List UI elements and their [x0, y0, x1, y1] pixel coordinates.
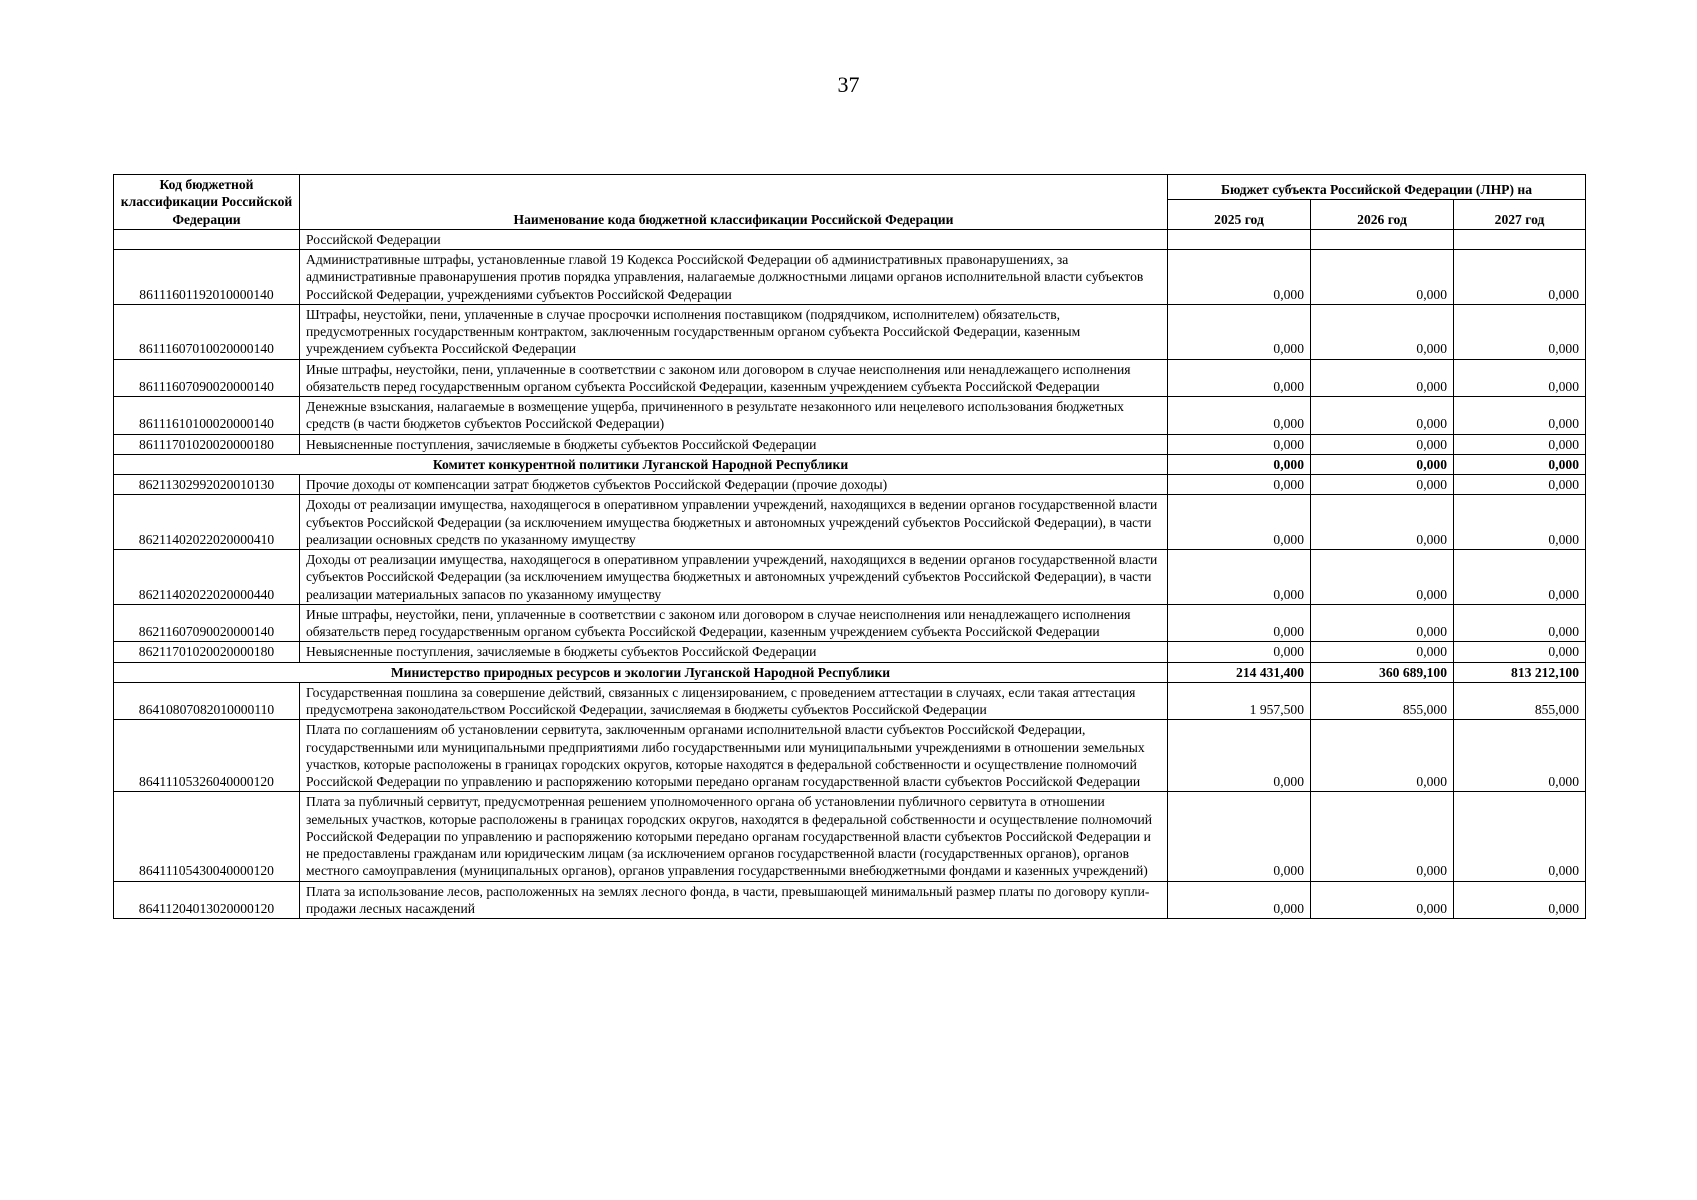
budget-code: [114, 229, 300, 249]
value-2027: 0,000: [1454, 304, 1586, 359]
value-2027: 0,000: [1454, 434, 1586, 454]
value-2025: 0,000: [1168, 604, 1311, 642]
value-2027: [1454, 229, 1586, 249]
code-description: Плата за публичный сервитут, предусмотренная решением уполномоченного органа об установлении публичного сервитута в отношении земельных участков, которые расположены в границах городских округов, находятся в федеральной собственности и осуществление полномочий Российской Федерации по управлению и распоряжению которыми передано органам государственной власти субъектов Российской Федерации и не предоставлены гражданам или юридическим лицам (за исключением органов государственной власти (государственных органов), органов местного самоуправления (муниципальных органов), органов управления государственными внебюджетными фондами и казенных учреждений): [300, 792, 1168, 881]
value-2026: [1311, 229, 1454, 249]
value-2027: 0,000: [1454, 550, 1586, 605]
header-code: Код бюджетной классификации Российской Федерации: [114, 175, 300, 230]
code-description: Административные штрафы, установленные главой 19 Кодекса Российской Федерации об административных правонарушениях, за административные правонарушения против порядка управления, налагаемые должностными лицами органов исполнительной власти субъектов Российской Федерации, учреждениями субъектов Российской Федерации: [300, 250, 1168, 305]
section-row: [114, 454, 1586, 474]
table-row: [114, 304, 1586, 359]
table-row: [114, 475, 1586, 495]
value-2025: 0,000: [1168, 304, 1311, 359]
table-row: [114, 229, 1586, 249]
value-2027: 0,000: [1454, 475, 1586, 495]
table-row: [114, 642, 1586, 662]
budget-code: 86111610100020000140: [114, 397, 300, 435]
code-description: Невыясненные поступления, зачисляемые в бюджеты субъектов Российской Федерации: [300, 642, 1168, 662]
budget-code: 86111607090020000140: [114, 359, 300, 397]
budget-code: 86111701020020000180: [114, 434, 300, 454]
budget-table: [113, 174, 1586, 919]
value-2025: 0,000: [1168, 792, 1311, 881]
value-2027: 0,000: [1454, 604, 1586, 642]
budget-code: 86111607010020000140: [114, 304, 300, 359]
value-2025: 0,000: [1168, 550, 1311, 605]
value-2026: 0,000: [1311, 397, 1454, 435]
value-2025: 0,000: [1168, 454, 1311, 474]
section-title: Министерство природных ресурсов и экологии Луганской Народной Республики: [114, 662, 1168, 682]
header-name: Наименование кода бюджетной классификации Российской Федерации: [300, 175, 1168, 230]
code-description: Прочие доходы от компенсации затрат бюджетов субъектов Российской Федерации (прочие доходы): [300, 475, 1168, 495]
value-2025: 0,000: [1168, 642, 1311, 662]
value-2026: 360 689,100: [1311, 662, 1454, 682]
code-description: Доходы от реализации имущества, находящегося в оперативном управлении учреждений, находящихся в ведении органов государственной власти субъектов Российской Федерации (за исключением имущества бюджетных и автономных учреждений субъектов Российской Федерации), в части реализации основных средств по указанному имуществу: [300, 495, 1168, 550]
value-2027: 0,000: [1454, 397, 1586, 435]
value-2027: 0,000: [1454, 720, 1586, 792]
value-2027: 0,000: [1454, 454, 1586, 474]
table-row: [114, 604, 1586, 642]
table-row: [114, 434, 1586, 454]
code-description: Иные штрафы, неустойки, пени, уплаченные в соответствии с законом или договором в случае неисполнения или ненадлежащего исполнения обязательств перед государственным органом субъекта Российской Федерации, казенным учреждением субъекта Российской Федерации: [300, 359, 1168, 397]
value-2025: 0,000: [1168, 250, 1311, 305]
value-2026: 0,000: [1311, 304, 1454, 359]
budget-code: 86411105430040000120: [114, 792, 300, 881]
value-2027: 0,000: [1454, 792, 1586, 881]
header-year-2027: 2027 год: [1454, 199, 1586, 229]
value-2027: 0,000: [1454, 642, 1586, 662]
value-2026: 0,000: [1311, 250, 1454, 305]
value-2027: 855,000: [1454, 682, 1586, 720]
header-year-2025: 2025 год: [1168, 199, 1311, 229]
budget-code: 86211302992020010130: [114, 475, 300, 495]
value-2026: 855,000: [1311, 682, 1454, 720]
value-2026: 0,000: [1311, 792, 1454, 881]
value-2027: 0,000: [1454, 359, 1586, 397]
table-row: [114, 397, 1586, 435]
budget-code: 86111601192010000140: [114, 250, 300, 305]
value-2027: 0,000: [1454, 250, 1586, 305]
value-2026: 0,000: [1311, 454, 1454, 474]
header-row: [114, 175, 1586, 200]
table-row: [114, 720, 1586, 792]
code-description: Плата за использование лесов, расположенных на землях лесного фонда, в части, превышающей минимальный размер платы по договору купли-продажи лесных насаждений: [300, 881, 1168, 919]
value-2025: 0,000: [1168, 397, 1311, 435]
table-row: [114, 250, 1586, 305]
value-2026: 0,000: [1311, 642, 1454, 662]
table-row: [114, 550, 1586, 605]
value-2027: 813 212,100: [1454, 662, 1586, 682]
budget-code: 86411105326040000120: [114, 720, 300, 792]
value-2025: 0,000: [1168, 881, 1311, 919]
budget-code: 86211402022020000440: [114, 550, 300, 605]
value-2027: 0,000: [1454, 881, 1586, 919]
code-description: Государственная пошлина за совершение действий, связанных с лицензированием, с проведением аттестации в случаях, если такая аттестация предусмотрена законодательством Российской Федерации, зачисляемая в бюджеты субъектов Российской Федерации: [300, 682, 1168, 720]
code-description: Российской Федерации: [300, 229, 1168, 249]
value-2026: 0,000: [1311, 881, 1454, 919]
header-year-2026: 2026 год: [1311, 199, 1454, 229]
header-budget: Бюджет субъекта Российской Федерации (ЛНР) на: [1168, 175, 1586, 200]
section-row: [114, 662, 1586, 682]
value-2027: 0,000: [1454, 495, 1586, 550]
code-description: Плата по соглашениям об установлении сервитута, заключенным органами исполнительной власти субъектов Российской Федерации, государственными или муниципальными предприятиями либо государственными или муниципальными учреждениями в отношении земельных участков, которые расположены в границах городских округов, которые находятся в федеральной собственности и осуществление полномочий Российской Федерации по управлению и распоряжению которыми передано органам государственной власти субъектов Российской Федерации: [300, 720, 1168, 792]
code-description: Невыясненные поступления, зачисляемые в бюджеты субъектов Российской Федерации: [300, 434, 1168, 454]
value-2026: 0,000: [1311, 475, 1454, 495]
code-description: Денежные взыскания, налагаемые в возмещение ущерба, причиненного в результате незаконного или нецелевого использования бюджетных средств (в части бюджетов субъектов Российской Федерации): [300, 397, 1168, 435]
value-2026: 0,000: [1311, 434, 1454, 454]
budget-code: 86411204013020000120: [114, 881, 300, 919]
table-body: [114, 229, 1586, 918]
value-2025: 0,000: [1168, 475, 1311, 495]
value-2025: 0,000: [1168, 720, 1311, 792]
budget-code: 86211607090020000140: [114, 604, 300, 642]
page-number: 37: [837, 72, 860, 97]
code-description: Иные штрафы, неустойки, пени, уплаченные в соответствии с законом или договором в случае неисполнения или ненадлежащего исполнения обязательств перед государственным органом субъекта Российской Федерации, казенным учреждением субъекта Российской Федерации: [300, 604, 1168, 642]
table-row: [114, 881, 1586, 919]
section-title: Комитет конкурентной политики Луганской Народной Республики: [114, 454, 1168, 474]
value-2025: 0,000: [1168, 359, 1311, 397]
value-2025: [1168, 229, 1311, 249]
budget-code: 86211701020020000180: [114, 642, 300, 662]
value-2026: 0,000: [1311, 359, 1454, 397]
budget-code: 86211402022020000410: [114, 495, 300, 550]
value-2025: 0,000: [1168, 434, 1311, 454]
value-2026: 0,000: [1311, 604, 1454, 642]
table-row: [114, 495, 1586, 550]
table-row: [114, 792, 1586, 881]
code-description: Штрафы, неустойки, пени, уплаченные в случае просрочки исполнения поставщиком (подрядчиком, исполнителем) обязательств, предусмотренных государственным контрактом, заключенным государственным органом субъекта Российской Федерации, казенным учреждением субъекта Российской Федерации: [300, 304, 1168, 359]
value-2025: 214 431,400: [1168, 662, 1311, 682]
value-2025: 1 957,500: [1168, 682, 1311, 720]
table-row: [114, 682, 1586, 720]
value-2026: 0,000: [1311, 495, 1454, 550]
value-2025: 0,000: [1168, 495, 1311, 550]
table-row: [114, 359, 1586, 397]
value-2026: 0,000: [1311, 550, 1454, 605]
value-2026: 0,000: [1311, 720, 1454, 792]
code-description: Доходы от реализации имущества, находящегося в оперативном управлении учреждений, находящихся в ведении органов государственной власти субъектов Российской Федерации (за исключением имущества бюджетных и автономных учреждений субъектов Российской Федерации), в части реализации материальных запасов по указанному имуществу: [300, 550, 1168, 605]
budget-code: 86410807082010000110: [114, 682, 300, 720]
